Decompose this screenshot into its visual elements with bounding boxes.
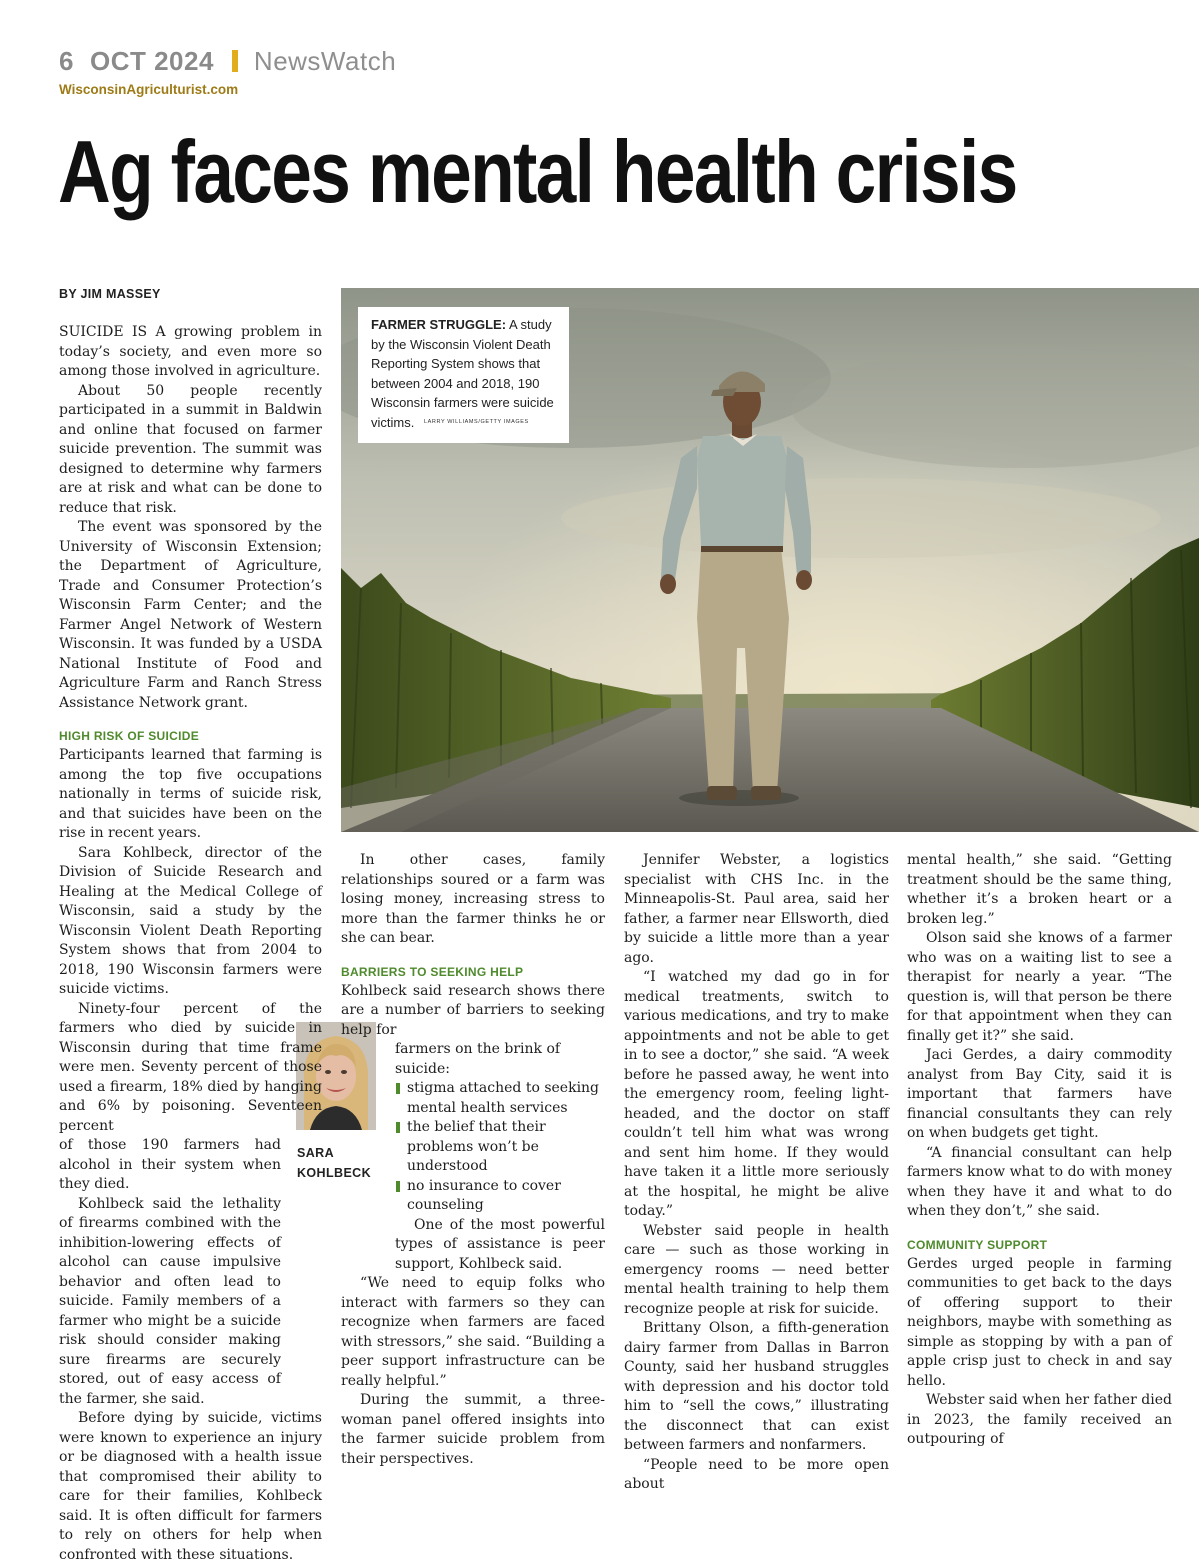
article-column-4 [907, 851, 1172, 1450]
paragraph: SUICIDE IS A growing problem in today’s society, and even more so among those involved in agriculture. [59, 324, 322, 379]
paragraph: In other cases, family relationships soured or a farm was losing money, increasing stress to more than the farmer thinks he or she can bear. [341, 852, 605, 946]
site-url[interactable]: WisconsinAgriculturist.com [59, 82, 239, 97]
paragraph: The event was sponsored by the University of Wisconsin Extension; the Department of Agriculture, Trade and Consumer Protection’s Wisconsin Farm Center; and the Farmer Angel Network of Western Wisconsin. It was funded by a USDA National Institute of Food and Agriculture Farm and Ranch Stress Assistance Network grant. [59, 519, 322, 711]
paragraph: Olson said she knows of a farmer who was on a waiting list to see a therapist for nearly a year. “The question is, will that person be there for that appointment when they can finally get it?” she said. [907, 930, 1172, 1044]
paragraph: Jaci Gerdes, a dairy commodity analyst from Bay City, said it is important that farmers have financial consultants they can rely on when budgets get tight. [907, 1047, 1172, 1141]
mug-first-name: SARA [297, 1146, 335, 1160]
subhead-community-support: COMMUNITY SUPPORT [907, 1237, 1048, 1252]
paragraph: Jennifer Webster, a logistics specialist with CHS Inc. in the Minneapolis-St. Paul area, said her father, a farmer near Ellsworth, died by suicide a little more than a year ago. [624, 852, 889, 966]
paragraph: “I watched my dad go in for medical treatments, switch to various medications, and try to make appointments and not be able to get in to see a doctor,” she said. “A week before he passed away, he went into the emergency room, feeling light-headed, and the doctor on staff couldn’t tell him what was wrong and sent him home. If they would have taken it a little more seriously at the hospital, he might be alive today.” [624, 969, 889, 1219]
list-item: the belief that their problems won’t be understood [395, 1118, 605, 1177]
subhead-barriers: BARRIERS TO SEEKING HELP [341, 964, 524, 979]
article-column-3 [624, 851, 889, 1495]
paragraph: “People need to be more open about [624, 1456, 889, 1492]
photo-caption [358, 307, 569, 443]
paragraph: Kohlbeck said the lethality of firearms combined with the inhibition-lowering effects of alcohol can cause impulsive behavior and often lead to suicide. Family members of a farmer who might be a suicide risk should consider making sure firearms are securely stored, out of easy access of the farmer, she said. [59, 1195, 281, 1407]
paragraph: farmers on the brink of suicide: [395, 1041, 561, 1077]
barriers-list [395, 1079, 605, 1216]
paragraph: Participants learned that farming is among the top five occupations nationally in terms of suicide risk, and that suicides have been on the rise in recent years. [59, 747, 322, 841]
list-item: stigma attached to seeking mental health services [395, 1079, 605, 1118]
caption-text: A study by the Wisconsin Violent Death Reporting System shows that between 2004 and 2018, 190 Wisconsin farmers were suicide victims. [371, 317, 554, 430]
paragraph: Webster said when her father died in 2023, the family received an outpouring of [907, 1392, 1172, 1447]
paragraph: About 50 people recently participated in a summit in Baldwin and online that focused on farmer suicide prevention. The summit was designed to determine why farmers are at risk and what can be done to reduce that risk. [59, 382, 322, 516]
mug-last-name: KOHLBECK [297, 1166, 372, 1180]
subhead-high-risk: HIGH RISK OF SUICIDE [59, 729, 200, 743]
paragraph: “A financial consultant can help farmers know what to do with money when they have it and what to do when they don’t,” she said. [907, 1144, 1172, 1219]
folio-divider [232, 50, 238, 72]
paragraph: Ninety-four percent of the farmers who died by suicide in Wisconsin during that time frame were men. Seventy percent of those used a firearm, 18% died by hanging and 6% by poisoning. Seventeen percent [59, 1000, 322, 1134]
paragraph: One of the most powerful types of assistance is peer support, Kohlbeck said. [395, 1216, 605, 1272]
paragraph: During the summit, a three-woman panel offered insights into the farmer suicide problem from their perspectives. [341, 1392, 605, 1467]
caption-label: FARMER STRUGGLE: [371, 317, 507, 332]
paragraph: “We need to equip folks who interact with farmers so they can recognize when farmers are faced with stressors,” she said. “Building a peer support infrastructure can be really helpful.” [341, 1275, 605, 1389]
list-item: no insurance to cover counseling [395, 1177, 605, 1216]
paragraph: Before dying by suicide, victims were known to experience an injury or be diagnosed with a health issue that compromised their ability to care for their families, Kohlbeck said. It is often difficult for farmers to rely on others for help when confronted with these situations. [59, 1410, 322, 1563]
paragraph: mental health,” she said. “Getting treatment should be the same thing, whether it’s a broken heart or a broken leg.” [907, 852, 1172, 927]
article-column-2 [341, 851, 605, 1469]
issue-date: OCT 2024 [89, 45, 214, 76]
paragraph: Sara Kohlbeck, director of the Division of Suicide Research and Healing at the Medical College of Wisconsin, said a study by the Wisconsin Violent Death Reporting System shows that from 2004 to 2018, 190 Wisconsin farmers were suicide victims. [59, 844, 322, 997]
paragraph: Webster said people in health care — such as those working in emergency rooms — need better mental health training to help them recognize people at risk for suicide. [624, 1222, 889, 1317]
headline: Ag faces mental health crisis [58, 122, 1017, 221]
photo-credit: LARRY WILLIAMS/GETTY IMAGES [423, 419, 529, 426]
paragraph: of those 190 farmers had alcohol in their system when they died. [59, 1137, 281, 1192]
page-number: 6 [59, 45, 74, 76]
article-column-1 [59, 323, 322, 1565]
page-folio [59, 44, 396, 78]
paragraph: Kohlbeck said research shows there are a number of barriers to seeking help for [341, 982, 605, 1038]
byline: BY JIM MASSEY [59, 287, 161, 301]
paragraph: Brittany Olson, a fifth-generation dairy farmer from Dallas in Barron County, said her husband struggles with depression and his doctor told him to “sell the cows,” illustrating the disconnect that can exist between farmers and nonfarmers. [624, 1320, 889, 1453]
paragraph: Gerdes urged people in farming communities to get back to the days of offering support to their neighbors, maybe with something as simple as stopping by with a pan of apple crisp just to check in and say hello. [907, 1255, 1172, 1389]
section-name: NewsWatch [253, 45, 397, 76]
